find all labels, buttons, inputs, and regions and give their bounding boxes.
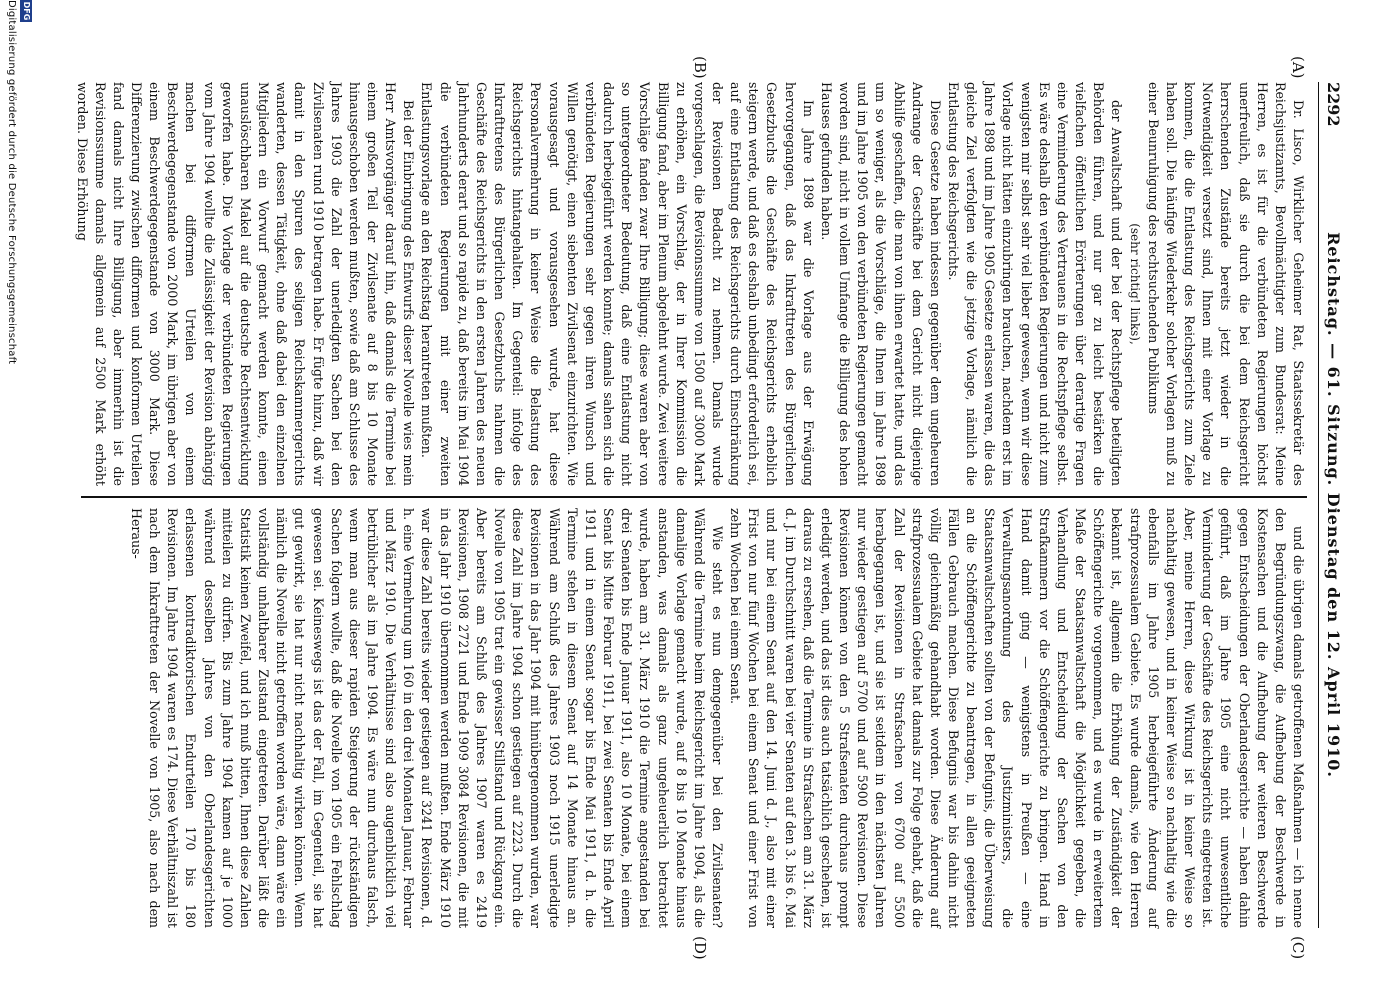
page-number: 2292 xyxy=(1324,82,1343,127)
paragraph: der Anwaltschaft und der bei der Rechtspflege beteiligten Behörden führen, und nur gar zu leicht bestärken die vielfachen öffentlichen Erörterungen über derartige Fragen eine Verminderung des Vertrauens in die Rechtspflege selbst. Es wäre deshalb den verbündeten Regierungen und nicht zum wenigsten mir selbst sehr viel lieber gewesen, wenn wir diese Vorlage nicht hätten einzubringen brauchen, nachdem erst im Jahre 1898 und im Jahre 1905 Gesetze erlassen waren, die das gleiche Ziel verfolgten wie die jetzige Vorlage, nämlich die Entlastung des Reichsgerichts. xyxy=(946,82,1125,486)
paragraph: Diese Gesetze haben indessen gegenüber dem ungeheuren Andrange der Geschäfte bei dem Gericht nicht diejenige Abhilfe geschaffen, die man von ihnen erwartet hatte, und das um so weniger, als die Vorschläge, die Ihnen im Jahre 1898 und im Jahre 1905 von den verbündeten Regierungen gemacht worden sind, nicht in vollem Umfange die Billigung des hohen Hauses gefunden haben. xyxy=(818,82,943,486)
section-marker-d: (D) xyxy=(691,936,709,960)
paragraph: Dr. Lisco, Wirklicher Geheimer Rat, Staatssekretär des Reichsjustizamts, Bevollmächtigter zum Bundesrat: Meine Herren, es ist für die verbündeten Regierungen höchst unerfreulich, daß sie durch die bei dem Reichsgericht herrschenden Zustände bereits jetzt wieder in die Notwendigkeit versetzt sind, Ihnen mit einer Vorlage zu kommen, die die Entlastung des Reichsgerichts zum Ziele haben soll. Die häufige Wiederkehr solcher Vorlagen muß zu einer Beunruhigung des rechtsuchenden Publikums xyxy=(1145,82,1306,486)
section-marker-c: (C) xyxy=(1289,936,1307,960)
paragraph: Bei der Einbringung des Entwurfs dieser Novelle wies mein Herr Amtsvorgänger darauf hin, daß damals die Termine bei einem großen Teil der Zivilsenate auf 8 bis 10 Monate hinausgeschoben werden mußten, sowie daß am Schlusse des Jahres 1903 die Zahl der unerledigten Sachen bei den Zivilsenaten rund 1910 betragen habe. Er fügte hinzu, daß wir damit in den Spuren des seligen Reichskammergerichts wanderten, dessen Tätigkeit, ohne daß dabei den einzelnen Mitgliedern ein Vorwurf gemacht werden konnte, einen unauslöschbaren Makel auf die deutsche Rechtsentwicklung geworfen habe. Die Vorlage der verbündeten Regierungen vom Jahre 1904 wollte die Zulässigkeit der Revision abhängig machen bei difformen Urteilen von einem Beschwerdegegenstande von 2000 Mark, im übrigen aber von einem Beschwerdegegenstande von 3000 Mark. Diese Differenzierung zwischen difformen und konformen Urteilen fand damals nicht Ihre Billigung, aber immerhin ist die Revisionssumme damals allgemein auf 2500 Mark erhöht worden. Diese Erhöhung xyxy=(74,82,417,486)
page-title: Reichstag. — 61. Sitzung. Dienstag den 12. April 1910. xyxy=(1324,232,1343,778)
paragraph: und die übrigen damals getroffenen Maßnahmen — ich nenne den Begründungszwang, die Aufhebung der Beschwerde in Kostensachen und die Aufhebung der weiteren Beschwerde gegen Entscheidungen der Oberlandesgerichte — haben dahin geführt, daß im Jahre 1905 eine nicht unwesentliche Verminderung der Geschäfte des Reichsgerichts eingetreten ist. Aber, meine Herren, diese Wirkung ist in keiner Weise so nachhaltig gewesen, und in keiner Weise so nachhaltig wie die ebenfalls im Jahre 1905 herbeigeführte Änderung auf strafprozessualem Gebiete. Es wurde damals, wie den Herren bekannt ist, allgemein die Erhöhung der Zuständigkeit der Schöffengerichte vorgenommen, und es wurde in erweitertem Maße der Staatsanwaltschaft die Möglichkeit gegeben, die Verhandlung und Entscheidung der Sachen von den Strafkammern vor die Schöffengerichte zu bringen. Hand in Hand damit ging — wenigstens in Preußen — eine Verwaltungsanordnung des Justizministers, die Staatsanwaltschaften sollten von der Befugnis, die Überweisung an die Schöffengerichte zu beantragen, in allen geeigneten Fällen Gebrauch machen. Diese Befugnis war bis dahin nicht völlig gleichmäßig gehandhabt worden. Diese Änderung auf strafprozessualem Gebiete hat damals zur Folge gehabt, daß die Zahl der Revisionen in Strafsachen von 6700 auf 5500 herabgegangen ist, und sie ist seitdem in den nächsten Jahren nur wieder gestiegen auf 5700 und auf 5900 Revisionen. Diese Revisionen können von den 5 Strafsenaten durchaus prompt erledigt werden, und das ist dies auch tatsächlich geschehen, ist daraus zu ersehen, daß die Termine in Strafsachen am 31. März d. J. im Durchschnitt waren bei vier Senaten auf den 3. bis 6. Mai und nur bei einem Senat auf den 14. Juni d. J., also mit einer Frist von nur fünf Wochen bei einem Senat und einer Frist von zehn Wochen bei einem Senat. xyxy=(728,508,1306,928)
section-marker-a: (A) xyxy=(1289,56,1307,79)
section-marker-b: (B) xyxy=(691,56,709,79)
paragraph: Im Jahre 1898 war die Vorlage aus der Erwägung hervorgegangen, daß das Inkrafttreten des Bürgerlichen Gesetzbuchs die Geschäfte des Reichsgerichts erheblich steigern werde, und daß es deshalb unbedingt erforderlich sei, auf eine Entlastung des Reichsgerichts durch Einschränkung der Revisionen Bedacht zu nehmen. Damals wurde vorgeschlagen, die Revisionssumme von 1500 auf 3000 Mark zu erhöhen, ein Vorschlag, der in Ihrer Kommission die Billigung fand, aber im Plenum abgelehnt wurde. Zwei weitere Vorschläge fanden zwar Ihre Billigung; diese waren aber von so untergeordneter Bedeutung, daß eine Entlastung nicht dadurch herbeigeführt werden konnte; damals sahen sich die verbündeten Regierungen sehr gegen ihren Wunsch und Willen genötigt, einen siebenten Zivilsenat einzurichten. Wie vorausgesagt und vorausgesehen wurde, hat diese Personalvermehrung in keiner Weise die Belastung des Reichsgerichts hintangehalten. Im Gegenteil: infolge des Inkrafttretens des Bürgerlichen Gesetzbuchs nahmen die Geschäfte des Reichsgerichts in den ersten Jahren des neuen Jahrhunderts derart und so rapide zu, daß bereits im Mai 1904 die verbündeten Regierungen mit einer zweiten Entlastungsvorlage an den Reichstag herantreten mußten. xyxy=(419,82,816,486)
dfg-logo-icon: DFG xyxy=(22,1,31,21)
paragraph: Wie steht es nun demgegenüber bei den Zivilsenaten? Während die Termine beim Reichsgericht im Jahre 1904, als die damalige Vorlage gemacht wurde, auf 8 bis 10 Monate hinaus anstanden, was damals als ganz ungeheuerlich betrachtet wurde, haben am 31. März 1910 die Termine angestanden bei drei Senaten bis Ende Januar 1911, also 10 Monate, bei einem Senat bis Mitte Februar 1911, bei zwei Senaten bis Ende April 1911 und in einem Senat sogar bis Ende Mai 1911, d. h. die Termine stehen in diesem Senat auf 14 Monate hinaus an. Während am Schluß des Jahres 1903 noch 1915 unerledigte Revisionen in das Jahr 1904 mit hinübergenommen wurden, war diese Zahl im Jahre 1904 schon gestiegen auf 2223. Durch die Novelle von 1905 trat ein gewisser Stillstand und Rückgang ein. Aber bereits am Schluß des Jahres 1907 waren es 2419 Revisionen, 1908 2721 und Ende 1909 3084 Revisionen, die mit in das Jahr 1910 übernommen werden mußten. Ende März 1910 war diese Zahl bereits wieder gestiegen auf 3241 Revisionen, d. h. eine Vermehrung um 160 in den drei Monaten Januar, Februar und März 1910. Die Verhältnisse sind also augenblicklich viel betrüblicher als im Jahre 1904. Es wäre nun durchaus falsch, wenn man aus dieser rapiden Steigerung der rückständigen Sachen folgern wollte, daß die Novelle von 1905 ein Fehlschlag gewesen sei. Keineswegs ist das der Fall, im Gegenteil, sie hat gut gewirkt, sie hat nur nicht nachhaltig wirken können. Wenn nämlich die Novelle nicht getroffen worden wäre, dann wäre ein vollständig unhaltbarer Zustand eingetreten. Darüber läßt die Statistik keinen Zweifel, und ich muß bitten, Ihnen diese Zahlen mitteilen zu dürfen. Bis zum Jahre 1904 kamen auf je 1000 während desselben Jahres von den Oberlandesgerichten erlassenen kontradiktorischen Endurteilen 170 bis 180 Revisionen. Im Jahre 1904 waren es 174. Diese Verhältniszahl ist nach dem Inkrafttreten der Novelle von 1905, also nach dem Heraus- xyxy=(129,508,725,928)
page-header xyxy=(1318,82,1345,928)
interjection: (sehr richtig! links), xyxy=(1127,223,1142,345)
page-footer xyxy=(0,0,31,1000)
column-divider xyxy=(81,496,1307,498)
digitization-credit: Digitalisierung gefördert durch die Deutsche Forschungsgemeinschaft xyxy=(6,0,17,365)
right-text-column xyxy=(81,508,1307,928)
left-text-column xyxy=(74,82,1307,486)
